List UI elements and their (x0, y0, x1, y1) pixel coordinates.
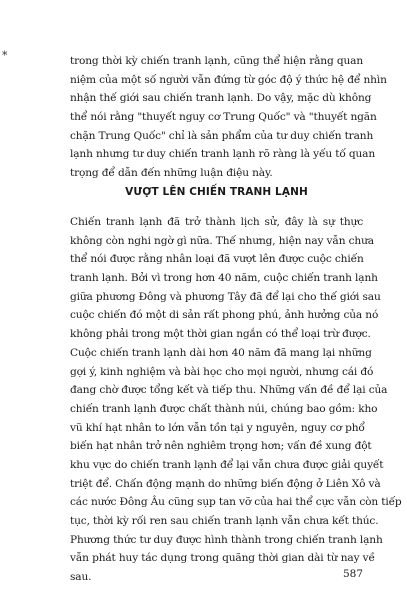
text-line: Chiến tranh lạnh đã trở thành lịch sử, đây là sự thực (70, 216, 363, 228)
text-line: thể nói được rằng nhân loại đã vượt lên được cuộc chiến (70, 253, 364, 266)
text-line: lạnh nhưng tư duy chiến tranh lạnh rõ ràng là yếu tố quan (70, 148, 376, 161)
text-line: khu vực do chiến tranh lạnh để lại vẫn chưa được giải quyết (70, 458, 384, 471)
text-line: thể nói rằng "thuyết nguy cơ Trung Quốc" và "thuyết ngăn (70, 111, 377, 124)
text-line: đang chờ được tổng kết và tiếp thu. Những vấn đề để lại của (70, 384, 388, 397)
text-line: biến hạt nhân trở nên nghiêm trọng hơn; vấn đề xung đột (70, 440, 372, 453)
text-line: vũ khí hạt nhân to lớn vẫn tồn tại y nguyên, nguy cơ phổ (70, 421, 365, 434)
text-line: triệt để. Chấn động mạnh do những biến động ở Liên Xô và (70, 477, 381, 490)
text-line: trọng để dẫn đến những luận điệu này. (70, 167, 273, 180)
text-line: vẫn phát huy tác dụng trong quãng thời gian dài từ nay về (70, 552, 375, 565)
page-number: 587 (342, 568, 363, 580)
text-line: Phương thức tư duy được hình thành trong chiến tranh lạnh (70, 533, 383, 546)
text-line: sau. (70, 571, 92, 584)
text-line: tục, thời kỳ rối ren sau chiến tranh lạnh vẫn chưa kết thúc. (70, 515, 379, 527)
text-line: các nước Đông Âu cũng sụp tan vỡ của hai thể cực vẫn còn tiếp (70, 496, 402, 509)
text-line: gợi ý, kinh nghiệm và bài học cho mọi người, nhưng cái đó (70, 365, 374, 378)
paragraph-body (70, 213, 402, 587)
text-line: giữa phương Đông và phương Tây đã để lại cho thế giới sau (70, 290, 381, 303)
margin-mark: * (2, 49, 8, 62)
section-heading: VƯỢT LÊN CHIẾN TRANH LẠNH (125, 186, 308, 198)
text-line: Cuộc chiến tranh lạnh dài hơn 40 năm đã mang lại những (70, 346, 372, 359)
text-line: tranh lạnh. Bởi vì trong hơn 40 năm, cuộc chiến tranh lạnh (70, 272, 378, 285)
text-line: chặn Trung Quốc" chỉ là sản phẩm của tư duy chiến tranh (70, 129, 374, 142)
text-line: cuộc chiến đó một di sản rất phong phú, ảnh hưởng của nó (70, 309, 379, 322)
text-line: không còn nghi ngờ gì nữa. Thế nhưng, hiện nay vẫn chưa (70, 234, 374, 247)
text-line: chiến tranh lạnh được chất thành núi, chúng bao gồm: kho (70, 402, 378, 415)
text-line: không phải trong một thời gian ngắn có thể loại trừ được. (70, 328, 371, 341)
text-line: niệm của một số người vẫn đứng từ góc độ ý thức hệ để nhìn (70, 73, 387, 86)
text-line: nhận thế giới sau chiến tranh lạnh. Do vậy, mặc dù không (70, 92, 372, 105)
text-line: trong thời kỳ chiến tranh lạnh, cũng thể hiện rằng quan (70, 55, 363, 67)
paragraph-continued (70, 52, 387, 183)
